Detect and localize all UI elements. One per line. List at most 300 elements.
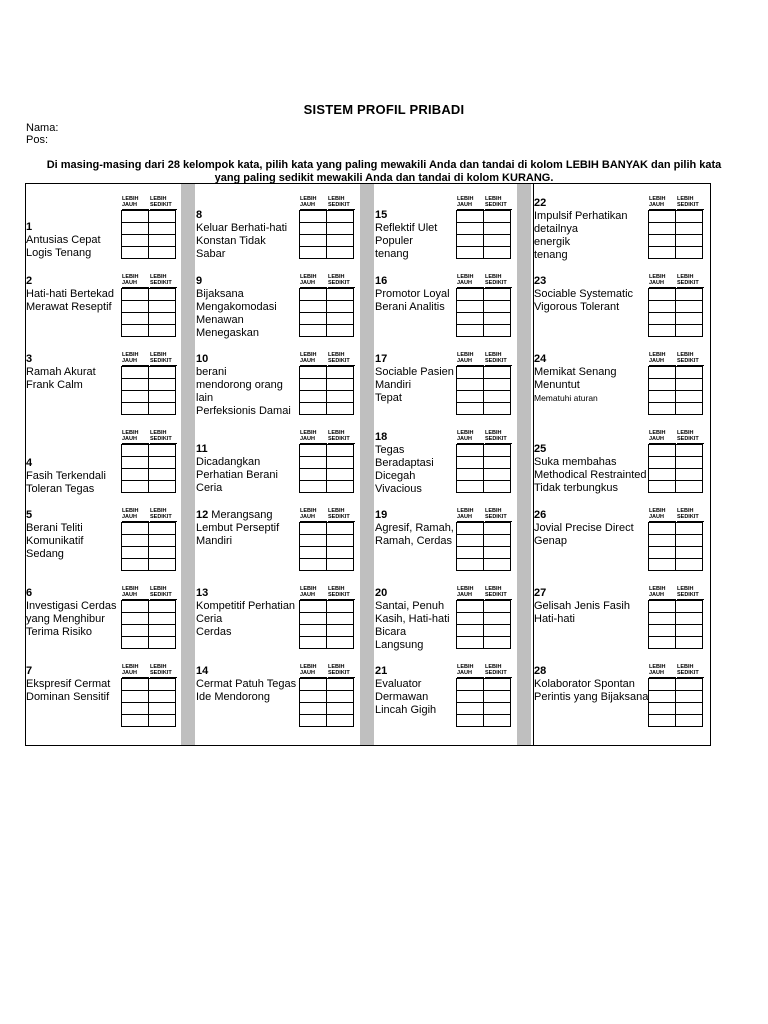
lebih-jauh-checkbox[interactable] (649, 535, 676, 547)
header-line: SEDIKIT (677, 201, 699, 208)
header-lebih-sedikit (150, 587, 177, 600)
header-line: JAUH (649, 357, 664, 364)
lebih-jauh-checkbox[interactable] (122, 715, 149, 727)
header-line: LEBIH (150, 352, 167, 358)
lebih-sedikit-checkbox[interactable] (149, 391, 176, 403)
lebih-jauh-checkbox[interactable] (457, 325, 484, 337)
answer-row (649, 301, 703, 313)
lebih-sedikit-checkbox[interactable] (484, 601, 511, 613)
lebih-sedikit-checkbox[interactable] (327, 535, 354, 547)
lebih-jauh-checkbox[interactable] (300, 313, 327, 325)
lebih-sedikit-checkbox[interactable] (484, 523, 511, 535)
lebih-jauh-checkbox[interactable] (300, 625, 327, 637)
answer-row (300, 289, 354, 301)
lebih-jauh-checkbox[interactable] (300, 523, 327, 535)
lebih-jauh-checkbox[interactable] (457, 679, 484, 691)
lebih-jauh-checkbox[interactable] (457, 703, 484, 715)
lebih-sedikit-checkbox[interactable] (676, 469, 703, 481)
lebih-sedikit-checkbox[interactable] (484, 679, 511, 691)
answer-row (122, 391, 176, 403)
lebih-sedikit-checkbox[interactable] (484, 613, 511, 625)
answer-row (122, 613, 176, 625)
lebih-sedikit-checkbox[interactable] (676, 703, 703, 715)
lebih-jauh-checkbox[interactable] (300, 535, 327, 547)
lebih-jauh-checkbox[interactable] (300, 481, 327, 493)
lebih-sedikit-checkbox[interactable] (484, 247, 511, 259)
lebih-jauh-checkbox[interactable] (649, 403, 676, 415)
lebih-jauh-checkbox[interactable] (300, 391, 327, 403)
answer-grid-21 (456, 678, 511, 727)
lebih-sedikit-checkbox[interactable] (327, 391, 354, 403)
lebih-jauh-checkbox[interactable] (649, 367, 676, 379)
lebih-sedikit-checkbox[interactable] (327, 691, 354, 703)
lebih-sedikit-checkbox[interactable] (676, 559, 703, 571)
header-line: LEBIH (328, 508, 345, 514)
lebih-jauh-checkbox[interactable] (122, 325, 149, 337)
lebih-jauh-checkbox[interactable] (122, 301, 149, 313)
header-line: LEBIH (300, 430, 317, 436)
lebih-sedikit-checkbox[interactable] (149, 469, 176, 481)
lebih-jauh-checkbox[interactable] (122, 313, 149, 325)
answer-grid-7 (121, 678, 176, 727)
lebih-jauh-checkbox[interactable] (649, 691, 676, 703)
lebih-sedikit-checkbox[interactable] (149, 457, 176, 469)
lebih-sedikit-checkbox[interactable] (327, 715, 354, 727)
lebih-sedikit-checkbox[interactable] (149, 559, 176, 571)
answer-row (649, 457, 703, 469)
lebih-sedikit-checkbox[interactable] (327, 703, 354, 715)
lebih-jauh-checkbox[interactable] (122, 601, 149, 613)
lebih-sedikit-checkbox[interactable] (327, 469, 354, 481)
header-line: JAUH (122, 279, 137, 286)
lebih-jauh-checkbox[interactable] (649, 247, 676, 259)
lebih-sedikit-checkbox[interactable] (149, 625, 176, 637)
lebih-sedikit-checkbox[interactable] (149, 601, 176, 613)
header-lebih-jauh (300, 587, 327, 600)
lebih-sedikit-checkbox[interactable] (149, 301, 176, 313)
header-line: LEBIH (150, 430, 167, 436)
header-lebih-jauh (457, 587, 484, 600)
lebih-sedikit-checkbox[interactable] (149, 379, 176, 391)
lebih-sedikit-checkbox[interactable] (676, 313, 703, 325)
lebih-sedikit-checkbox[interactable] (676, 301, 703, 313)
answer-grid-3 (121, 366, 176, 415)
lebih-jauh-checkbox[interactable] (457, 691, 484, 703)
lebih-jauh-checkbox[interactable] (457, 301, 484, 313)
lebih-jauh-checkbox[interactable] (457, 457, 484, 469)
lebih-jauh-checkbox[interactable] (649, 715, 676, 727)
header-lebih-jauh (457, 665, 484, 678)
lebih-sedikit-checkbox[interactable] (327, 301, 354, 313)
lebih-sedikit-checkbox[interactable] (149, 247, 176, 259)
lebih-sedikit-checkbox[interactable] (327, 211, 354, 223)
instruction-line-2: yang paling sedikit mewakili Anda dan tandai di kolom KURANG. (214, 171, 554, 184)
header-line: LEBIH (457, 430, 474, 436)
lebih-sedikit-checkbox[interactable] (484, 235, 511, 247)
lebih-sedikit-checkbox[interactable] (676, 481, 703, 493)
group-number: 5 (26, 509, 33, 521)
lebih-jauh-checkbox[interactable] (649, 211, 676, 223)
group-word-line: Frank Calm (26, 379, 83, 391)
lebih-jauh-checkbox[interactable] (300, 367, 327, 379)
answer-grid-19 (456, 522, 511, 571)
lebih-jauh-checkbox[interactable] (649, 223, 676, 235)
lebih-sedikit-checkbox[interactable] (327, 481, 354, 493)
lebih-jauh-checkbox[interactable] (649, 289, 676, 301)
lebih-jauh-checkbox[interactable] (649, 703, 676, 715)
lebih-sedikit-checkbox[interactable] (327, 247, 354, 259)
lebih-jauh-checkbox[interactable] (649, 559, 676, 571)
lebih-sedikit-checkbox[interactable] (327, 559, 354, 571)
group-word-line: Sedang (26, 548, 64, 560)
lebih-jauh-checkbox[interactable] (300, 457, 327, 469)
lebih-sedikit-checkbox[interactable] (676, 679, 703, 691)
pos-label: Pos: (26, 134, 49, 146)
lebih-jauh-checkbox[interactable] (649, 679, 676, 691)
answer-row (457, 601, 511, 613)
lebih-jauh-checkbox[interactable] (122, 535, 149, 547)
group-word-line: Tegas (375, 444, 405, 456)
lebih-jauh-checkbox[interactable] (457, 559, 484, 571)
lebih-jauh-checkbox[interactable] (300, 289, 327, 301)
lebih-jauh-checkbox[interactable] (649, 391, 676, 403)
lebih-jauh-checkbox[interactable] (300, 703, 327, 715)
lebih-jauh-checkbox[interactable] (649, 301, 676, 313)
answer-row (122, 535, 176, 547)
lebih-sedikit-checkbox[interactable] (676, 535, 703, 547)
lebih-sedikit-checkbox[interactable] (484, 391, 511, 403)
header-line: SEDIKIT (328, 435, 350, 442)
answer-row (122, 637, 176, 649)
lebih-sedikit-checkbox[interactable] (676, 601, 703, 613)
lebih-sedikit-checkbox[interactable] (676, 613, 703, 625)
lebih-jauh-checkbox[interactable] (300, 211, 327, 223)
lebih-jauh-checkbox[interactable] (457, 535, 484, 547)
answer-row (457, 613, 511, 625)
lebih-jauh-checkbox[interactable] (122, 235, 149, 247)
lebih-jauh-checkbox[interactable] (300, 715, 327, 727)
answer-row (649, 481, 703, 493)
lebih-sedikit-checkbox[interactable] (327, 613, 354, 625)
lebih-sedikit-checkbox[interactable] (676, 391, 703, 403)
lebih-jauh-checkbox[interactable] (300, 613, 327, 625)
answer-row (457, 691, 511, 703)
lebih-sedikit-checkbox[interactable] (149, 313, 176, 325)
lebih-jauh-checkbox[interactable] (122, 523, 149, 535)
lebih-jauh-checkbox[interactable] (300, 469, 327, 481)
answer-grid-28 (648, 678, 703, 727)
lebih-sedikit-checkbox[interactable] (149, 523, 176, 535)
header-line: LEBIH (457, 664, 474, 670)
lebih-jauh-checkbox[interactable] (300, 247, 327, 259)
lebih-jauh-checkbox[interactable] (457, 403, 484, 415)
lebih-sedikit-checkbox[interactable] (327, 289, 354, 301)
lebih-sedikit-checkbox[interactable] (327, 523, 354, 535)
lebih-sedikit-checkbox[interactable] (149, 403, 176, 415)
lebih-jauh-checkbox[interactable] (457, 223, 484, 235)
lebih-jauh-checkbox[interactable] (457, 247, 484, 259)
lebih-jauh-checkbox[interactable] (300, 679, 327, 691)
lebih-jauh-checkbox[interactable] (122, 691, 149, 703)
lebih-sedikit-checkbox[interactable] (149, 679, 176, 691)
lebih-sedikit-checkbox[interactable] (327, 223, 354, 235)
lebih-sedikit-checkbox[interactable] (484, 301, 511, 313)
lebih-jauh-checkbox[interactable] (300, 403, 327, 415)
lebih-jauh-checkbox[interactable] (457, 289, 484, 301)
lebih-sedikit-checkbox[interactable] (484, 469, 511, 481)
lebih-jauh-checkbox[interactable] (122, 547, 149, 559)
lebih-sedikit-checkbox[interactable] (149, 367, 176, 379)
header-line: LEBIH (300, 508, 317, 514)
lebih-jauh-checkbox[interactable] (122, 403, 149, 415)
lebih-jauh-checkbox[interactable] (300, 235, 327, 247)
lebih-sedikit-checkbox[interactable] (676, 547, 703, 559)
lebih-jauh-checkbox[interactable] (300, 559, 327, 571)
lebih-jauh-checkbox[interactable] (122, 457, 149, 469)
lebih-sedikit-checkbox[interactable] (484, 313, 511, 325)
lebih-sedikit-checkbox[interactable] (149, 325, 176, 337)
header-line: LEBIH (485, 196, 502, 202)
header-line: JAUH (649, 201, 664, 208)
lebih-sedikit-checkbox[interactable] (327, 403, 354, 415)
lebih-jauh-checkbox[interactable] (300, 325, 327, 337)
lebih-jauh-checkbox[interactable] (649, 481, 676, 493)
lebih-jauh-checkbox[interactable] (122, 445, 149, 457)
lebih-sedikit-checkbox[interactable] (327, 679, 354, 691)
group-word-line: Impulsif Perhatikan (534, 210, 628, 222)
answer-grid-20 (456, 600, 511, 649)
lebih-sedikit-checkbox[interactable] (149, 289, 176, 301)
lebih-sedikit-checkbox[interactable] (676, 691, 703, 703)
group-word-line: Agresif, Ramah, (375, 522, 454, 534)
lebih-jauh-checkbox[interactable] (122, 211, 149, 223)
lebih-jauh-checkbox[interactable] (457, 367, 484, 379)
lebih-sedikit-checkbox[interactable] (484, 559, 511, 571)
lebih-sedikit-checkbox[interactable] (149, 223, 176, 235)
group-number: 24 (534, 353, 547, 365)
lebih-sedikit-checkbox[interactable] (149, 481, 176, 493)
lebih-jauh-checkbox[interactable] (457, 235, 484, 247)
lebih-jauh-checkbox[interactable] (122, 703, 149, 715)
header-lebih-sedikit (328, 353, 355, 366)
lebih-jauh-checkbox[interactable] (649, 625, 676, 637)
header-line: SEDIKIT (328, 357, 350, 364)
lebih-jauh-checkbox[interactable] (649, 445, 676, 457)
lebih-jauh-checkbox[interactable] (649, 457, 676, 469)
lebih-sedikit-checkbox[interactable] (149, 703, 176, 715)
lebih-sedikit-checkbox[interactable] (484, 481, 511, 493)
lebih-jauh-checkbox[interactable] (122, 289, 149, 301)
answer-row (457, 457, 511, 469)
lebih-jauh-checkbox[interactable] (649, 637, 676, 649)
group-word-line: Lincah Gigih (375, 704, 437, 716)
lebih-sedikit-checkbox[interactable] (327, 367, 354, 379)
lebih-jauh-checkbox[interactable] (457, 445, 484, 457)
lebih-sedikit-checkbox[interactable] (327, 313, 354, 325)
lebih-jauh-checkbox[interactable] (457, 313, 484, 325)
lebih-jauh-checkbox[interactable] (457, 469, 484, 481)
lebih-jauh-checkbox[interactable] (649, 469, 676, 481)
lebih-sedikit-checkbox[interactable] (484, 703, 511, 715)
lebih-sedikit-checkbox[interactable] (149, 547, 176, 559)
lebih-jauh-checkbox[interactable] (122, 223, 149, 235)
lebih-jauh-checkbox[interactable] (457, 211, 484, 223)
lebih-jauh-checkbox[interactable] (457, 613, 484, 625)
group-word-line: Memikat Senang (534, 366, 617, 378)
lebih-sedikit-checkbox[interactable] (327, 235, 354, 247)
lebih-jauh-checkbox[interactable] (649, 547, 676, 559)
lebih-sedikit-checkbox[interactable] (484, 715, 511, 727)
lebih-sedikit-checkbox[interactable] (676, 637, 703, 649)
answer-row (300, 703, 354, 715)
answer-row (649, 403, 703, 415)
lebih-sedikit-checkbox[interactable] (327, 625, 354, 637)
lebih-sedikit-checkbox[interactable] (484, 637, 511, 649)
lebih-sedikit-checkbox[interactable] (676, 289, 703, 301)
lebih-sedikit-checkbox[interactable] (484, 535, 511, 547)
lebih-sedikit-checkbox[interactable] (484, 325, 511, 337)
header-line: SEDIKIT (485, 435, 507, 442)
header-line: SEDIKIT (150, 513, 172, 520)
header-line: SEDIKIT (150, 201, 172, 208)
lebih-sedikit-checkbox[interactable] (484, 457, 511, 469)
lebih-jauh-checkbox[interactable] (300, 691, 327, 703)
lebih-jauh-checkbox[interactable] (457, 523, 484, 535)
answer-row (649, 235, 703, 247)
lebih-jauh-checkbox[interactable] (649, 613, 676, 625)
lebih-sedikit-checkbox[interactable] (327, 637, 354, 649)
group-word-line: Ekspresif Cermat (26, 678, 111, 690)
lebih-jauh-checkbox[interactable] (300, 547, 327, 559)
lebih-jauh-checkbox[interactable] (649, 523, 676, 535)
lebih-jauh-checkbox[interactable] (300, 445, 327, 457)
lebih-sedikit-checkbox[interactable] (327, 547, 354, 559)
group-first-word: Merangsang (208, 509, 273, 521)
lebih-sedikit-checkbox[interactable] (484, 367, 511, 379)
header-lebih-sedikit (150, 665, 177, 678)
header-lebih-jauh (649, 197, 676, 210)
lebih-sedikit-checkbox[interactable] (676, 457, 703, 469)
answer-grid-9 (299, 288, 354, 337)
lebih-jauh-checkbox[interactable] (300, 223, 327, 235)
lebih-sedikit-checkbox[interactable] (149, 613, 176, 625)
header-lebih-sedikit (328, 665, 355, 678)
lebih-sedikit-checkbox[interactable] (149, 445, 176, 457)
lebih-jauh-checkbox[interactable] (300, 637, 327, 649)
lebih-jauh-checkbox[interactable] (300, 379, 327, 391)
lebih-sedikit-checkbox[interactable] (676, 715, 703, 727)
answer-grid-11 (299, 444, 354, 493)
header-line: JAUH (649, 591, 664, 598)
header-line: LEBIH (122, 586, 139, 592)
header-lebih-sedikit (150, 509, 177, 522)
lebih-jauh-checkbox[interactable] (649, 379, 676, 391)
lebih-jauh-checkbox[interactable] (300, 301, 327, 313)
lebih-sedikit-checkbox[interactable] (327, 325, 354, 337)
lebih-jauh-checkbox[interactable] (457, 391, 484, 403)
lebih-jauh-checkbox[interactable] (122, 469, 149, 481)
lebih-sedikit-checkbox[interactable] (327, 445, 354, 457)
lebih-sedikit-checkbox[interactable] (484, 289, 511, 301)
header-lebih-sedikit (485, 509, 512, 522)
lebih-jauh-checkbox[interactable] (457, 547, 484, 559)
lebih-jauh-checkbox[interactable] (649, 235, 676, 247)
lebih-sedikit-checkbox[interactable] (484, 211, 511, 223)
lebih-sedikit-checkbox[interactable] (676, 625, 703, 637)
lebih-sedikit-checkbox[interactable] (327, 457, 354, 469)
lebih-sedikit-checkbox[interactable] (676, 223, 703, 235)
lebih-jauh-checkbox[interactable] (649, 601, 676, 613)
lebih-sedikit-checkbox[interactable] (484, 547, 511, 559)
lebih-sedikit-checkbox[interactable] (484, 445, 511, 457)
lebih-sedikit-checkbox[interactable] (149, 235, 176, 247)
lebih-sedikit-checkbox[interactable] (484, 625, 511, 637)
group-number: 28 (534, 665, 547, 677)
answer-row (457, 235, 511, 247)
lebih-jauh-checkbox[interactable] (300, 601, 327, 613)
lebih-sedikit-checkbox[interactable] (149, 637, 176, 649)
lebih-jauh-checkbox[interactable] (649, 325, 676, 337)
lebih-sedikit-checkbox[interactable] (149, 535, 176, 547)
group-word-line: detailnya (534, 223, 579, 235)
answer-row (649, 703, 703, 715)
lebih-jauh-checkbox[interactable] (122, 625, 149, 637)
lebih-jauh-checkbox[interactable] (122, 367, 149, 379)
lebih-sedikit-checkbox[interactable] (676, 523, 703, 535)
lebih-sedikit-checkbox[interactable] (676, 325, 703, 337)
lebih-jauh-checkbox[interactable] (457, 481, 484, 493)
header-lebih-jauh (122, 431, 149, 444)
lebih-sedikit-checkbox[interactable] (149, 211, 176, 223)
lebih-sedikit-checkbox[interactable] (149, 691, 176, 703)
lebih-sedikit-checkbox[interactable] (327, 379, 354, 391)
lebih-jauh-checkbox[interactable] (122, 613, 149, 625)
lebih-sedikit-checkbox[interactable] (676, 247, 703, 259)
lebih-sedikit-checkbox[interactable] (676, 379, 703, 391)
lebih-jauh-checkbox[interactable] (122, 247, 149, 259)
lebih-sedikit-checkbox[interactable] (676, 367, 703, 379)
lebih-sedikit-checkbox[interactable] (676, 235, 703, 247)
lebih-sedikit-checkbox[interactable] (676, 445, 703, 457)
lebih-jauh-checkbox[interactable] (457, 715, 484, 727)
lebih-sedikit-checkbox[interactable] (484, 223, 511, 235)
answer-grid-25 (648, 444, 703, 493)
group-word-line: Berani Analitis (375, 301, 445, 313)
lebih-sedikit-checkbox[interactable] (676, 211, 703, 223)
lebih-sedikit-checkbox[interactable] (484, 691, 511, 703)
lebih-sedikit-checkbox[interactable] (484, 379, 511, 391)
lebih-jauh-checkbox[interactable] (457, 625, 484, 637)
answer-row (457, 403, 511, 415)
column-separator (181, 184, 195, 745)
lebih-jauh-checkbox[interactable] (122, 679, 149, 691)
lebih-sedikit-checkbox[interactable] (327, 601, 354, 613)
answer-row (122, 247, 176, 259)
lebih-jauh-checkbox[interactable] (457, 601, 484, 613)
lebih-jauh-checkbox[interactable] (122, 559, 149, 571)
header-line: JAUH (122, 435, 137, 442)
lebih-jauh-checkbox[interactable] (122, 379, 149, 391)
lebih-jauh-checkbox[interactable] (649, 313, 676, 325)
lebih-sedikit-checkbox[interactable] (676, 403, 703, 415)
lebih-jauh-checkbox[interactable] (122, 637, 149, 649)
lebih-jauh-checkbox[interactable] (457, 637, 484, 649)
lebih-sedikit-checkbox[interactable] (484, 403, 511, 415)
lebih-jauh-checkbox[interactable] (122, 481, 149, 493)
lebih-sedikit-checkbox[interactable] (149, 715, 176, 727)
lebih-jauh-checkbox[interactable] (457, 379, 484, 391)
lebih-jauh-checkbox[interactable] (122, 391, 149, 403)
